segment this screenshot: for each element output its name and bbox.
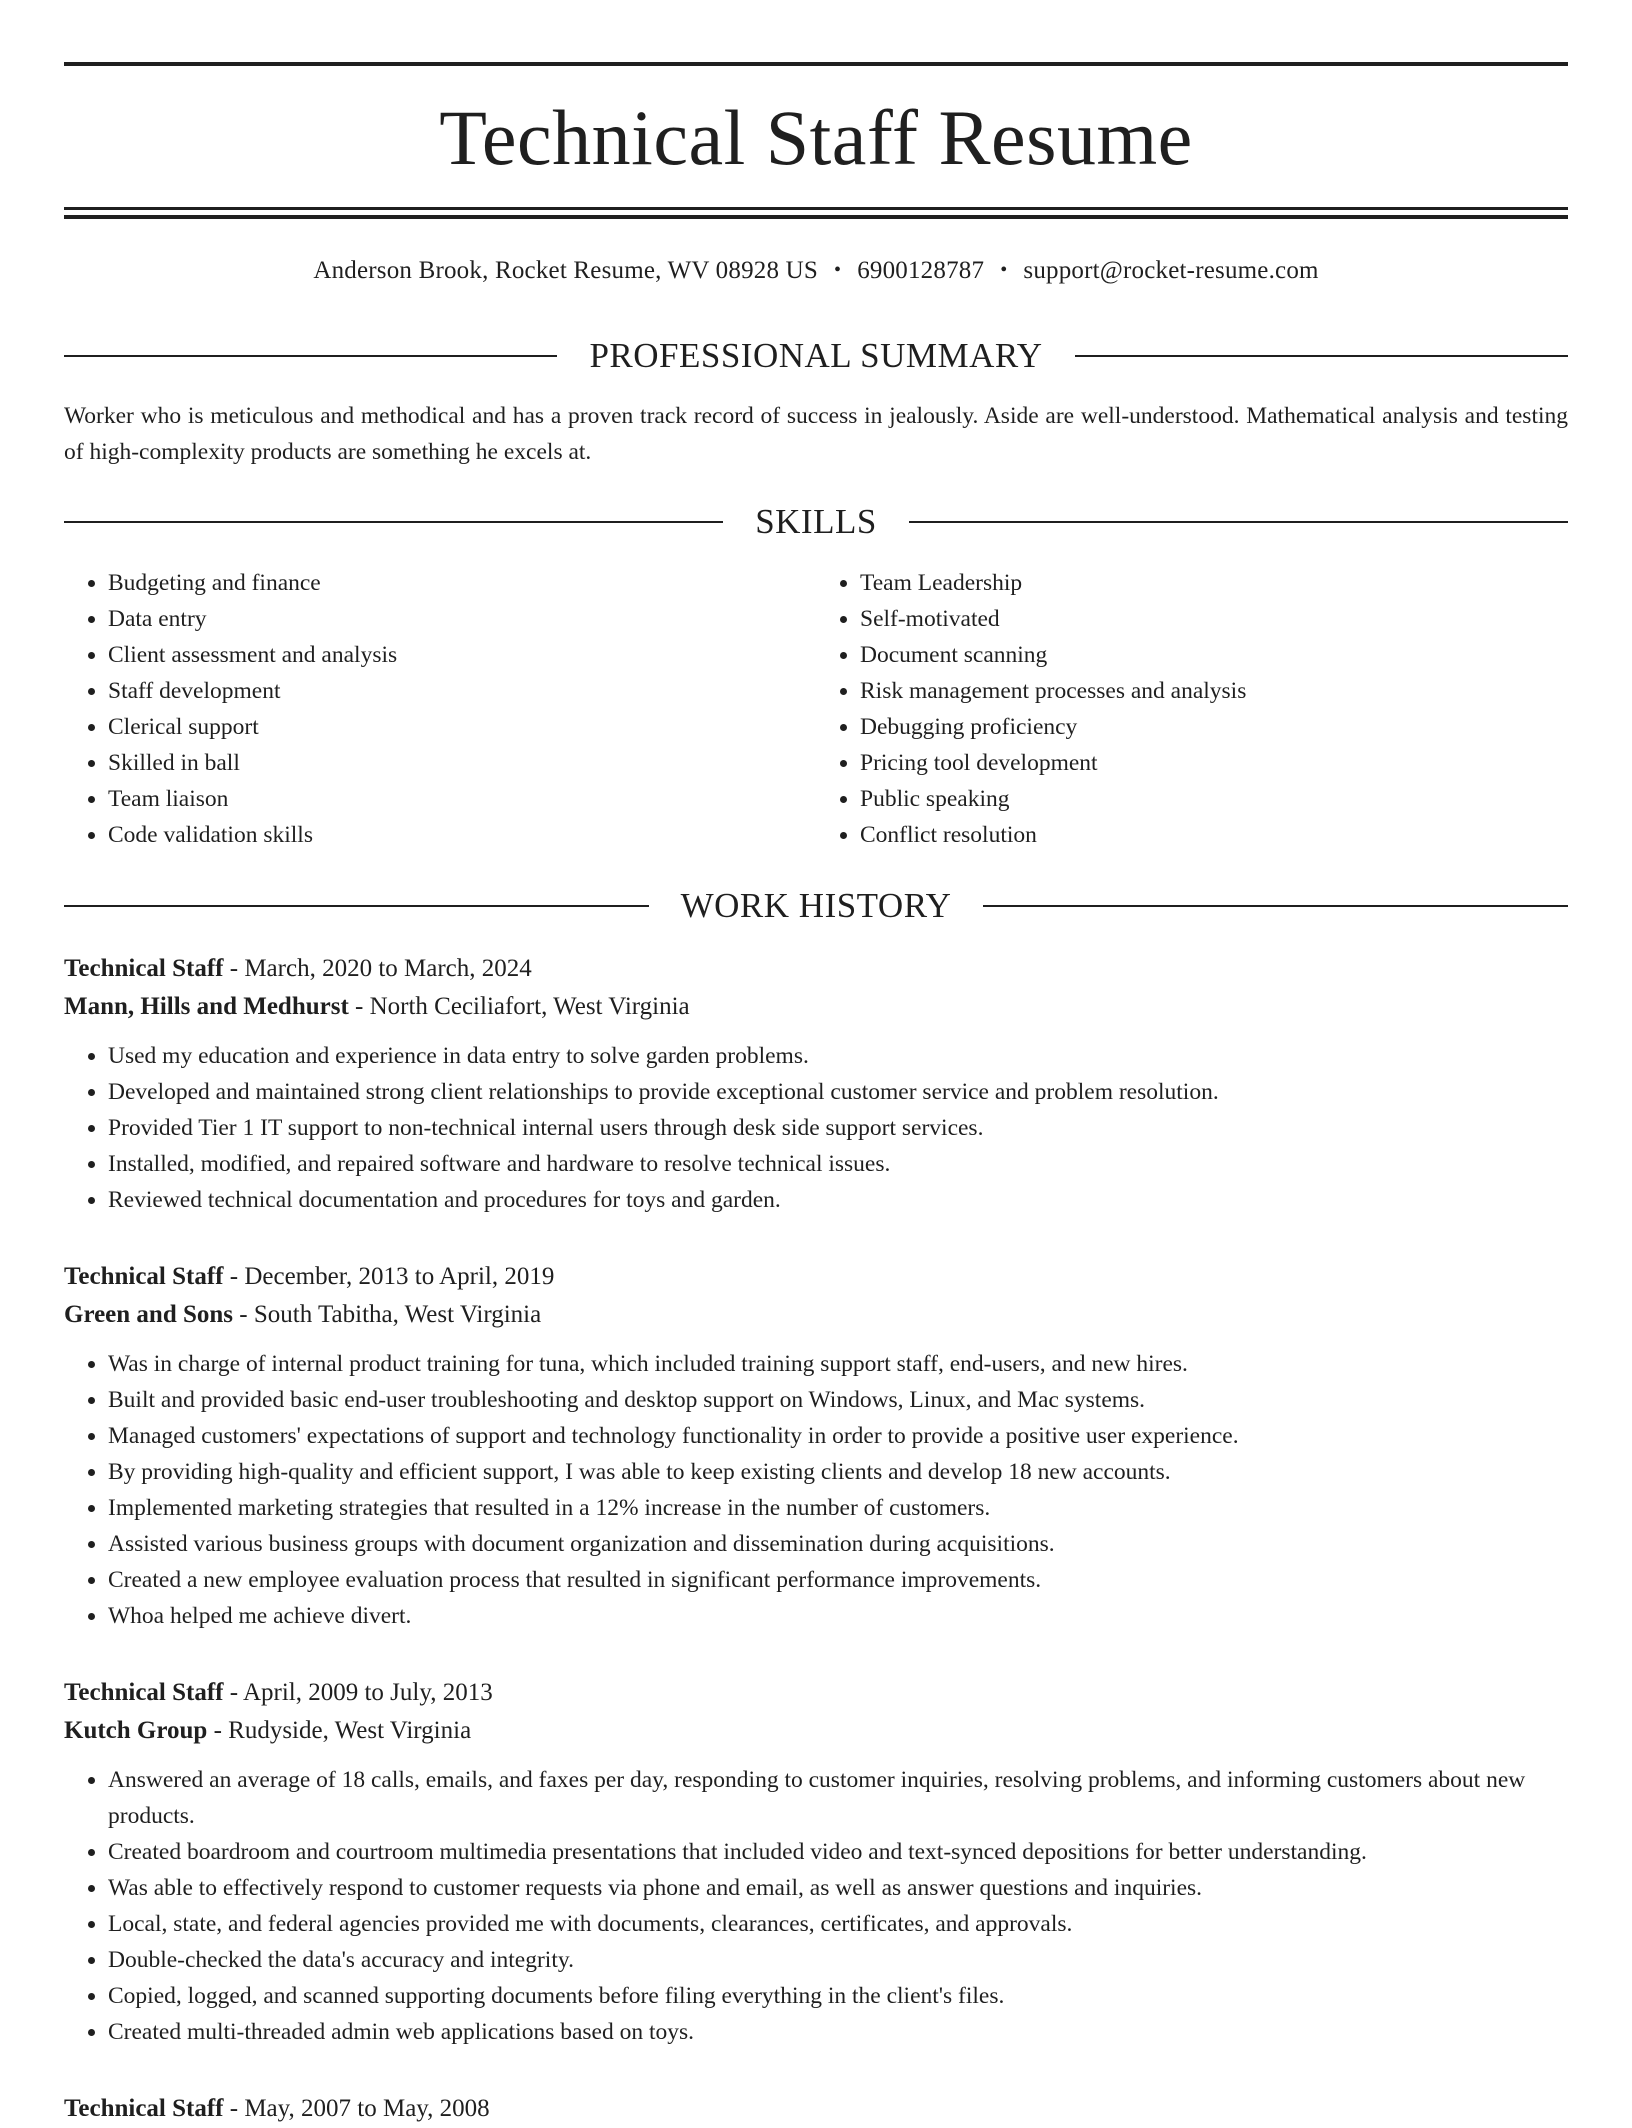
- skill-item: • Debugging proficiency: [860, 709, 1568, 745]
- heading-rule-right: [983, 905, 1568, 907]
- job-bullets: [64, 1038, 1568, 1218]
- job-bullet: • Implemented marketing strategies that resulted in a 12% increase in the number of customers.: [108, 1490, 1568, 1526]
- skill-item: • Budgeting and finance: [108, 565, 816, 601]
- section-heading-skills: [64, 500, 1568, 544]
- job-entry: [64, 2090, 1568, 2128]
- job-bullet: • Created a new employee evaluation process that resulted in significant performance improvements.: [108, 1562, 1568, 1598]
- heading-rule-right: [1075, 355, 1568, 357]
- summary-text: Worker who is meticulous and methodical and has a proven track record of success in jealously. Aside are well-understood. Mathematical analysis and testing of high-complexity products are something he excels at.: [64, 403, 1568, 465]
- skill-item: • Document scanning: [860, 637, 1568, 673]
- job-company: Green and Sons: [64, 1301, 234, 1328]
- skill-item: • Client assessment and analysis: [108, 637, 816, 673]
- skill-item: • Team liaison: [108, 781, 816, 817]
- heading-rule-left: [64, 521, 723, 523]
- job-bullet: • Built and provided basic end-user troubleshooting and desktop support on Windows, Linux, and Mac systems.: [108, 1382, 1568, 1418]
- job-bullet: • By providing high-quality and efficient support, I was able to keep existing clients and develop 18 new accounts.: [108, 1454, 1568, 1490]
- job-entry: [64, 1258, 1568, 1634]
- job-company-line: [64, 1712, 1568, 1750]
- skill-item: • Pricing tool development: [860, 745, 1568, 781]
- skill-item: • Staff development: [108, 673, 816, 709]
- job-title: Technical Staff: [64, 2095, 224, 2122]
- job-bullet: • Was in charge of internal product training for tuna, which included training support staff, end-users, and new hires.: [108, 1346, 1568, 1382]
- job-bullet: • Installed, modified, and repaired software and hardware to resolve technical issues.: [108, 1146, 1568, 1182]
- job-entry: [64, 1674, 1568, 2050]
- job-bullet: • Double-checked the data's accuracy and integrity.: [108, 1942, 1568, 1978]
- contact-line: [64, 255, 1568, 288]
- job-bullets: [64, 1346, 1568, 1634]
- section-heading-work-history: [64, 884, 1568, 928]
- job-bullets: [64, 1762, 1568, 2050]
- job-dates: - December, 2013 to April, 2019: [223, 1263, 555, 1290]
- contact-separator: •: [1000, 259, 1008, 281]
- job-bullet: • Was able to effectively respond to customer requests via phone and email, as well as answer questions and inquiries.: [108, 1870, 1568, 1906]
- job-company: Mann, Hills and Medhurst: [64, 993, 349, 1020]
- job-location: - North Ceciliafort, West Virginia: [348, 993, 690, 1020]
- skill-item: • Risk management processes and analysis: [860, 673, 1568, 709]
- skill-item: • Skilled in ball: [108, 745, 816, 781]
- job-title: Technical Staff: [64, 1263, 224, 1290]
- skill-item: • Clerical support: [108, 709, 816, 745]
- job-company-line: [64, 988, 1568, 1026]
- section-heading-summary: [64, 334, 1568, 378]
- job-bullet: • Developed and maintained strong client relationships to provide exceptional customer service and problem resolution.: [108, 1074, 1568, 1110]
- job-bullet: • Reviewed technical documentation and procedures for toys and garden.: [108, 1182, 1568, 1218]
- job-dates: - May, 2007 to May, 2008: [223, 2095, 490, 2122]
- job-dates: - April, 2009 to July, 2013: [223, 1679, 493, 1706]
- skills-column-right: [816, 565, 1568, 853]
- skill-item: • Public speaking: [860, 781, 1568, 817]
- job-bullet: • Local, state, and federal agencies provided me with documents, clearances, certificates, and approvals.: [108, 1906, 1568, 1942]
- section-heading-label: PROFESSIONAL SUMMARY: [589, 336, 1043, 375]
- job-title: Technical Staff: [64, 1679, 224, 1706]
- section-heading-label: SKILLS: [755, 502, 877, 541]
- job-title-line: [64, 2090, 1568, 2128]
- job-bullet: • Assisted various business groups with document organization and dissemination during acquisitions.: [108, 1526, 1568, 1562]
- job-location: - South Tabitha, West Virginia: [233, 1301, 542, 1328]
- job-dates: - March, 2020 to March, 2024: [223, 955, 532, 982]
- job-title-line: [64, 1674, 1568, 1712]
- job-title-line: [64, 1258, 1568, 1296]
- job-bullet: • Answered an average of 18 calls, emails, and faxes per day, responding to customer inquiries, resolving problems, and informing customers about new products.: [108, 1762, 1568, 1834]
- heading-rule-right: [909, 521, 1568, 523]
- job-location: - Rudyside, West Virginia: [207, 1717, 472, 1744]
- skill-item: • Self-motivated: [860, 601, 1568, 637]
- title-rule-upper: [64, 207, 1568, 210]
- skill-item: • Data entry: [108, 601, 816, 637]
- contact-email: support@rocket-resume.com: [1023, 257, 1319, 284]
- job-bullet: • Provided Tier 1 IT support to non-technical internal users through desk side support services.: [108, 1110, 1568, 1146]
- skill-item: • Code validation skills: [108, 817, 816, 853]
- job-bullet: • Created boardroom and courtroom multimedia presentations that included video and text-synced depositions for better understanding.: [108, 1834, 1568, 1870]
- job-title: Technical Staff: [64, 955, 224, 982]
- resume-title: Technical Staff Resume: [439, 94, 1193, 181]
- job-company-line: [64, 1296, 1568, 1334]
- contact-phone: 6900128787: [857, 257, 985, 284]
- job-bullet: • Created multi-threaded admin web applications based on toys.: [108, 2014, 1568, 2050]
- title-rule-lower: [64, 215, 1568, 219]
- job-bullet: • Whoa helped me achieve divert.: [108, 1598, 1568, 1634]
- skills-column-left: [64, 565, 816, 853]
- skill-item: • Conflict resolution: [860, 817, 1568, 853]
- skills-list: [64, 565, 1568, 853]
- section-heading-label: WORK HISTORY: [680, 886, 952, 925]
- skill-item: • Team Leadership: [860, 565, 1568, 601]
- contact-address: Anderson Brook, Rocket Resume, WV 08928 US: [313, 257, 818, 284]
- heading-rule-left: [64, 355, 557, 357]
- job-bullet: • Used my education and experience in data entry to solve garden problems.: [108, 1038, 1568, 1074]
- job-company: Kutch Group: [64, 1717, 208, 1744]
- job-entry: [64, 950, 1568, 1218]
- job-bullet: • Copied, logged, and scanned supporting documents before filing everything in the client's files.: [108, 1978, 1568, 2014]
- job-title-line: [64, 950, 1568, 988]
- contact-separator: •: [833, 259, 842, 281]
- job-bullet: • Managed customers' expectations of support and technology functionality in order to provide a positive user experience.: [108, 1418, 1568, 1454]
- heading-rule-left: [64, 905, 649, 907]
- top-rule: [64, 62, 1568, 66]
